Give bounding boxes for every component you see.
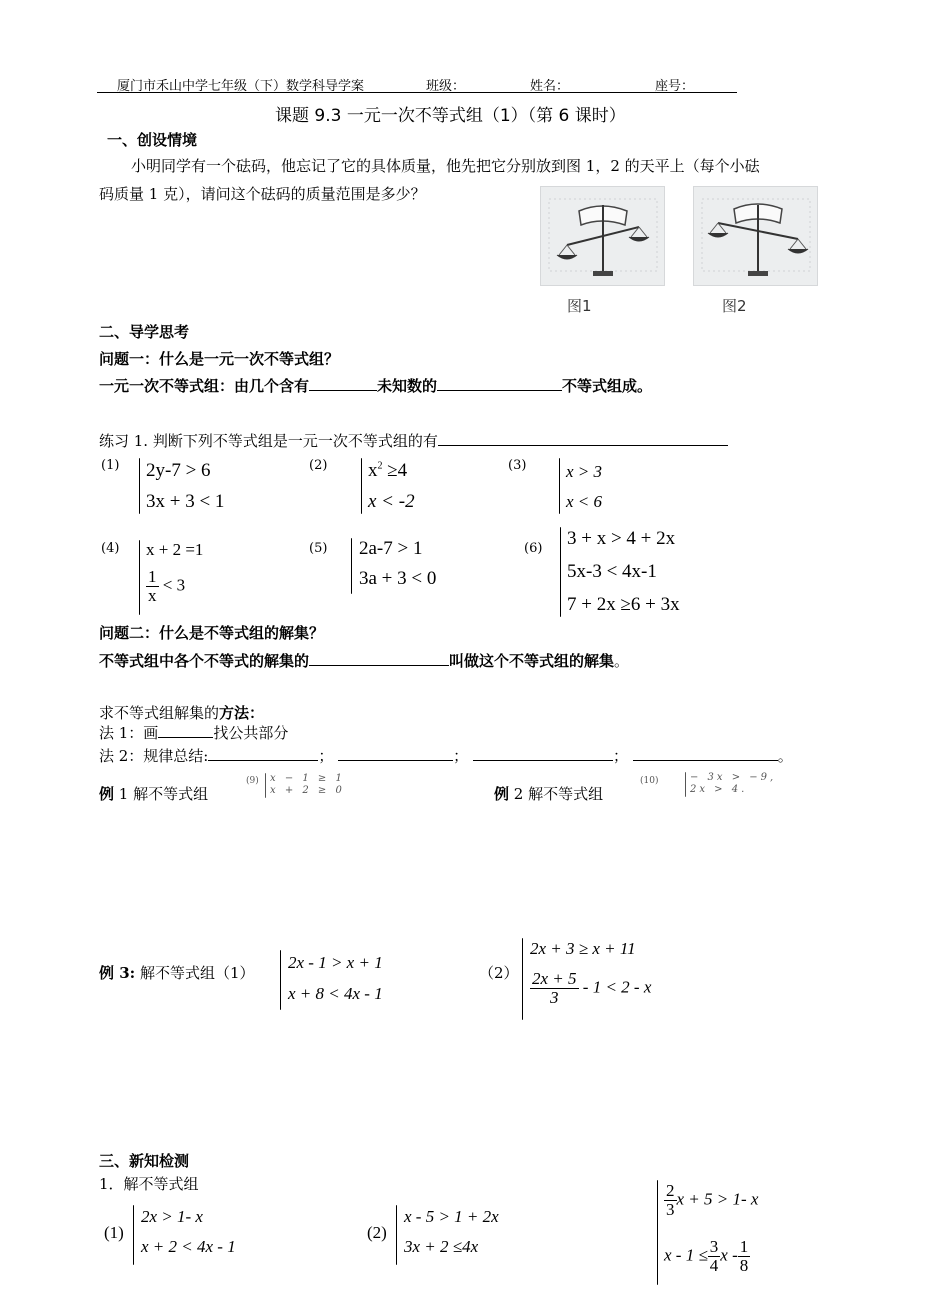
section1-para-line2: 码质量 1 克），请问这个砝码的质量范围是多少？ (99, 185, 426, 203)
system-3-line1: x > 3 (566, 462, 603, 481)
definition-1-part2: 未知数的 (377, 377, 438, 395)
system-3-line2: x < 6 (566, 492, 603, 511)
system-6-line1: 3 + x > 4 + 2x (567, 528, 676, 549)
problem-3-line2: x - 1 ≤ $\frac{3}{4}$ x - $\frac{1}{8}$ (664, 1237, 749, 1275)
problem-1-line2: x + 2 < 4x - 1 (141, 1237, 236, 1256)
system-2-label: (2) (309, 458, 328, 473)
example-3a-line2: x + 8 < 4x - 1 (288, 984, 383, 1003)
exercise-1-text: 练习 1. 判断下列不等式组是一元一次不等式组的有 (99, 432, 438, 450)
example-1-line2: x + 2 ≥ 0 (270, 785, 345, 796)
system-5-line2: 3a + 3 < 0 (359, 568, 437, 589)
system-4-brace (139, 540, 140, 615)
section3-item1: 1．解不等式组 (99, 1175, 199, 1193)
example-3b-brace (522, 938, 523, 1020)
exercise-1 (99, 430, 728, 451)
method-1-blank[interactable] (158, 723, 213, 738)
method-intro: 求不等式组解集的方法： (99, 704, 265, 722)
method-2-blank-2[interactable] (338, 746, 453, 761)
definition-1-part1: 一元一次不等式组：由几个含有 (99, 377, 310, 395)
system-4-line2: $\frac{1}{x}$ < 3 (148, 567, 186, 605)
header-school: 厦门市禾山中学七年级（下）数学科导学案 (117, 79, 365, 94)
balance-photo-fig1 (540, 186, 665, 286)
question-2: 问题二：什么是不等式组的解集？ (99, 624, 325, 642)
example-1-line1: x − 1 ≥ 1 (270, 773, 345, 784)
method-2: 法 2：规律总结: ； ； ； 。 (99, 747, 793, 765)
system-2-line1: $x^2 \ge 4$ (368, 460, 408, 481)
system-2-brace (361, 458, 362, 514)
problem-1-label: (1) (104, 1223, 124, 1242)
system-3-label: (3) (508, 458, 527, 473)
example-1-tag: (9) (246, 776, 259, 786)
example-3b-label: （2） (479, 964, 519, 982)
example-2-label: 例 2 解不等式组 (494, 785, 604, 803)
system-5-line1: 2a-7 > 1 (359, 538, 423, 559)
system-6-line2: 5x-3 < 4x-1 (567, 561, 657, 582)
problem-3-line1: $\frac{2}{3}$ x + 5 > 1- x (666, 1181, 759, 1219)
header-name-label: 姓名： (530, 79, 570, 94)
system-4-label: (4) (101, 541, 120, 556)
section1-para-line1: 小明同学有一个砝码，他忘记了它的具体质量，他先把它分别放到图 1，2 的天平上（每个小砝 (131, 157, 760, 175)
method-1: 法 1：画 找公共部分 (99, 724, 289, 742)
system-1-line1: 2y-7 > 6 (146, 460, 211, 481)
problem-2-label: (2) (367, 1223, 387, 1242)
problem-1-line1: 2x > 1- x (141, 1207, 203, 1226)
definition-1-blank-a[interactable] (309, 376, 377, 391)
system-2-line2: x < -2 (368, 491, 415, 512)
fig1-caption: 图1 (567, 297, 592, 315)
header-underline (97, 92, 737, 93)
method-2-blank-3[interactable] (473, 746, 613, 761)
exercise-1-answer-blank[interactable] (438, 431, 728, 446)
system-1-label: (1) (101, 458, 120, 473)
system-5-label: (5) (309, 541, 328, 556)
problem-1-brace (133, 1205, 134, 1265)
question-1: 问题一：什么是一元一次不等式组？ (99, 350, 340, 368)
example-2-line1: − 3x > −9, (690, 772, 777, 783)
example-2-brace (685, 772, 686, 797)
section1-heading: 一、创设情境 (107, 131, 198, 149)
system-4-line1: x + 2 =1 (146, 540, 204, 559)
header-seat-label: 座号： (655, 79, 695, 94)
example-1-brace (265, 773, 266, 798)
system-6-line3: 7 + 2x ≥6 + 3x (567, 594, 680, 615)
section3-heading: 三、新知检测 (99, 1152, 190, 1170)
system-1-brace (139, 458, 140, 514)
balance-scale-icon (541, 187, 664, 285)
balance-scale-icon (694, 187, 817, 285)
definition-1-blank-b[interactable] (437, 376, 562, 391)
problem-2-line1: x - 5 > 1 + 2x (404, 1207, 499, 1226)
problem-2-brace (396, 1205, 397, 1265)
system-1-line2: 3x + 3 < 1 (146, 491, 225, 512)
example-2-tag: (10) (640, 776, 659, 786)
definition-2-blank[interactable] (309, 651, 449, 666)
section2-heading: 二、导学思考 (99, 323, 190, 341)
example-3-label: 例 3: 解不等式组（1） (99, 964, 255, 982)
definition-1 (99, 375, 652, 396)
balance-photo-fig2 (693, 186, 818, 286)
fig2-caption: 图2 (722, 297, 747, 315)
header-class-label: 班级： (426, 79, 466, 94)
system-6-label: (6) (524, 541, 543, 556)
example-3a-line1: 2x - 1 > x + 1 (288, 953, 383, 972)
method-2-blank-4[interactable] (633, 746, 778, 761)
definition-2: 不等式组中各个不等式的解集的 叫做这个不等式组的解集。 (99, 652, 630, 670)
system-6-brace (560, 527, 561, 617)
example-1-label: 例 1 解不等式组 (99, 785, 209, 803)
page-title: 课题 9.3 一元一次不等式组（1）（第 6 课时） (275, 106, 626, 126)
definition-1-part3: 不等式组成。 (562, 377, 653, 395)
system-3-brace (559, 458, 560, 514)
example-3a-brace (280, 950, 281, 1010)
method-2-blank-1[interactable] (208, 746, 318, 761)
problem-2-line2: 3x + 2 ≤4x (404, 1237, 479, 1256)
example-2-line2: 2x > 4. (690, 784, 748, 795)
example-3b-line1: 2x + 3 ≥ x + 11 (530, 939, 636, 958)
system-5-brace (351, 538, 352, 594)
example-3b-line2: $\frac{2x + 5}{3}$ - 1 < 2 - x (532, 969, 652, 1007)
problem-3-brace (657, 1180, 658, 1285)
